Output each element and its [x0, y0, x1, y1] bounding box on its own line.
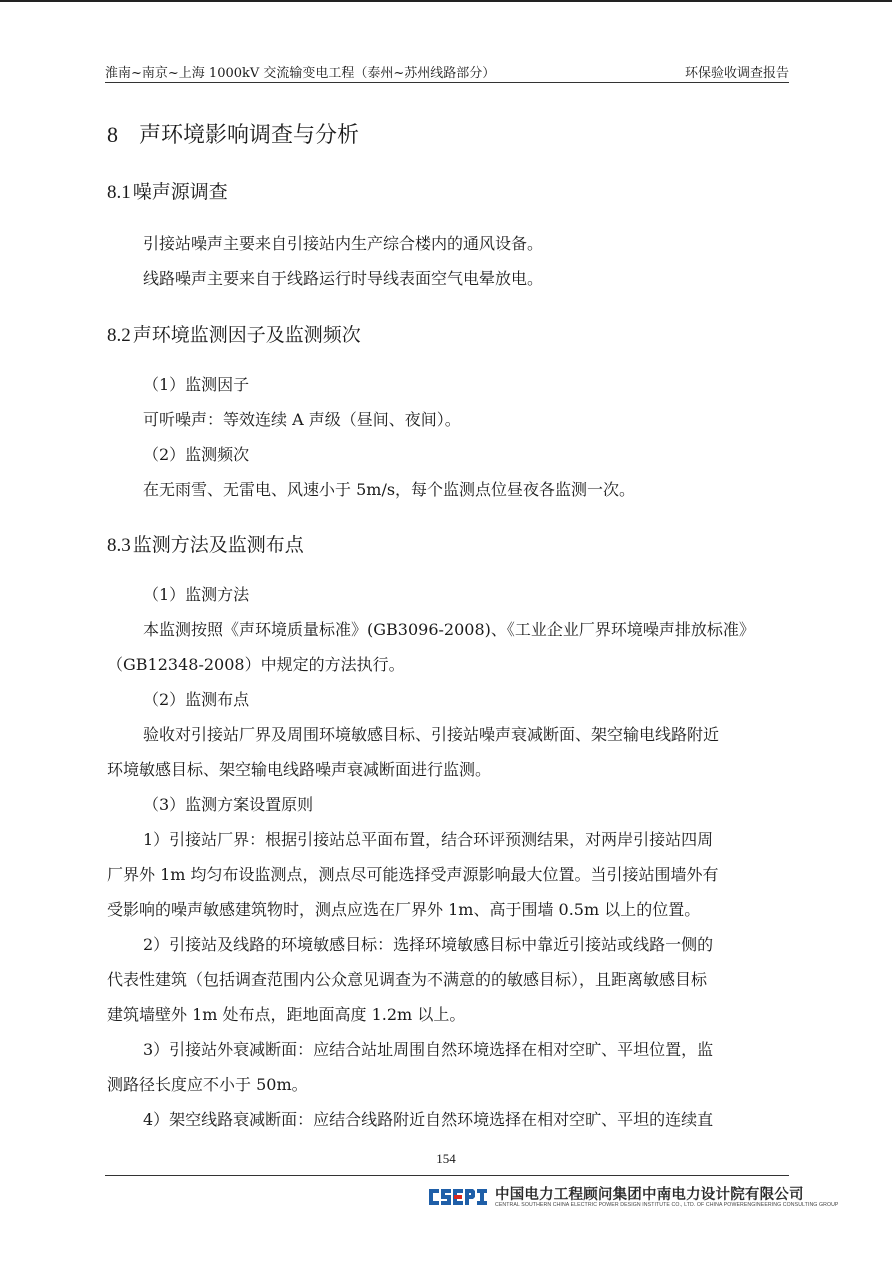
- section-heading-8-2: [107, 320, 361, 347]
- paragraph-line: 测路径长度应不小于 50m。: [107, 1075, 308, 1094]
- paragraph-line: 线路噪声主要来自于线路运行时导线表面空气电晕放电。: [143, 269, 544, 288]
- paragraph-line: 厂界外 1m 均匀布设监测点，测点尽可能选择受声源影响最大位置。当引接站围墙外有: [107, 865, 719, 884]
- header-divider: [105, 82, 789, 83]
- paragraph-line: 代表性建筑（包括调查范围内公众意见调查为不满意的的敏感目标），且距离敏感目标: [107, 970, 708, 989]
- paragraph-line: 1）引接站厂界：根据引接站总平面布置，结合环评预测结果，对两岸引接站四周: [143, 830, 714, 849]
- section-title: 声环境监测因子及监测频次: [132, 324, 361, 346]
- subheading: （2）监测频次: [143, 445, 250, 464]
- section-number: 8.2: [107, 325, 131, 346]
- chapter-title: 声环境影响调查与分析: [139, 123, 360, 148]
- chapter-heading: [107, 118, 359, 149]
- paragraph-line: 引接站噪声主要来自引接站内生产综合楼内的通风设备。: [143, 234, 544, 253]
- page-top-border: [0, 0, 892, 2]
- footer-divider: [105, 1175, 789, 1176]
- paragraph-line: 在无雨雪、无雷电、风速小于 5m/s，每个监测点位昼夜各监测一次。: [143, 480, 636, 499]
- paragraph-line: 可听噪声：等效连续 A 声级（昼间、夜间）。: [143, 410, 461, 429]
- company-name-en: CENTRAL SOUTHERN CHINA ELECTRIC POWER DESIGN INSTITUTE CO., LTD. OF CHINA POWERENGINEERING CONSULTING GROUP: [495, 1202, 839, 1208]
- paragraph-line: 3）引接站外衰减断面：应结合站址周围自然环境选择在相对空旷、平坦位置，监: [143, 1040, 714, 1059]
- subheading: （1）监测因子: [143, 375, 250, 394]
- paragraph-line: 验收对引接站厂界及周围环境敏感目标、引接站噪声衰减断面、架空输电线路附近: [143, 725, 720, 744]
- section-number: 8.3: [107, 535, 131, 556]
- page-number: 154: [436, 1151, 456, 1166]
- company-logo: [427, 1183, 839, 1215]
- paragraph-line: 受影响的噪声敏感建筑物时，测点应选在厂界外 1m、高于围墙 0.5m 以上的位置。: [107, 900, 701, 919]
- paragraph-line: 4）架空线路衰减断面：应结合线路附近自然环境选择在相对空旷、平坦的连续直: [143, 1110, 714, 1129]
- paragraph-line: （GB12348-2008）中规定的方法执行。: [107, 655, 405, 674]
- subheading: （2）监测布点: [143, 690, 250, 709]
- paragraph-line: 环境敏感目标、架空输电线路噪声衰减断面进行监测。: [107, 760, 492, 779]
- section-heading-8-3: [107, 530, 304, 557]
- subheading: （3）监测方案设置原则: [143, 795, 314, 814]
- paragraph-line: 建筑墙壁外 1m 处布点，距地面高度 1.2m 以上。: [107, 1005, 466, 1024]
- paragraph-line: 2）引接站及线路的环境敏感目标：选择环境敏感目标中靠近引接站或线路一侧的: [143, 935, 714, 954]
- section-heading-8-1: [107, 177, 228, 204]
- company-name-cn: 中国电力工程顾问集团中南电力设计院有限公司: [495, 1187, 804, 1203]
- page-header: [105, 62, 789, 82]
- header-report-title: 环保验收调查报告: [684, 66, 789, 81]
- subheading: （1）监测方法: [143, 585, 250, 604]
- section-title: 监测方法及监测布点: [132, 534, 304, 556]
- csepdi-logo-icon: [427, 1185, 489, 1209]
- chapter-number: 8: [107, 122, 118, 147]
- section-number: 8.1: [107, 182, 131, 203]
- paragraph-line: 本监测按照《声环境质量标准》(GB3096-2008)、《工业企业厂界环境噪声排放标准》: [143, 620, 755, 639]
- section-title: 噪声源调查: [132, 181, 228, 203]
- header-project-title: 淮南~南京~上海 1000kV 交流输变电工程（泰州~苏州线路部分）: [105, 66, 496, 81]
